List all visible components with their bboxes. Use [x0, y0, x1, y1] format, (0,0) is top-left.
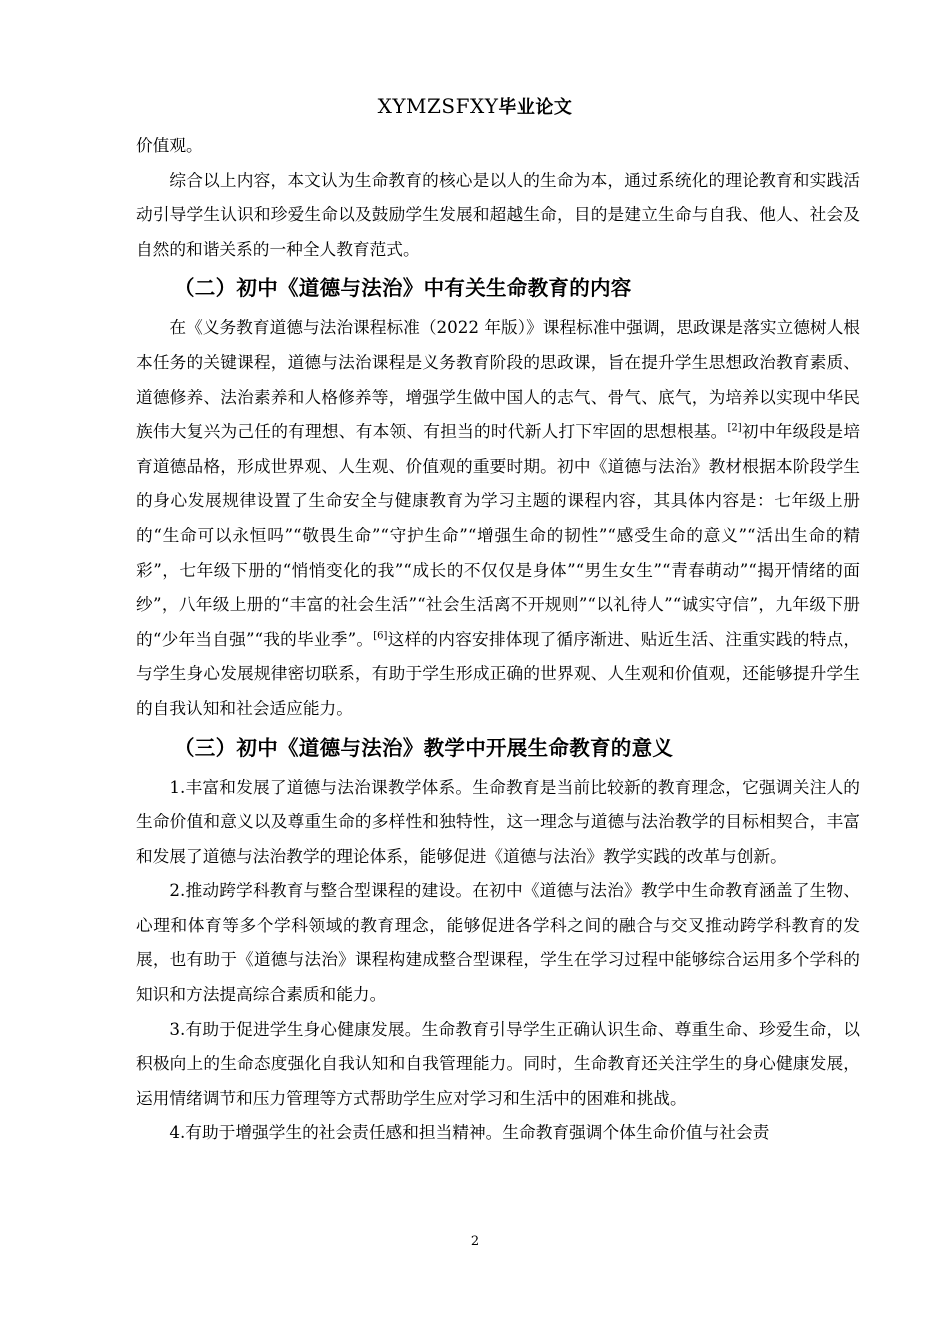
paragraph-curriculum-part-a: 在《义务教育道德与法治课程标准（2022 年版）》课程标准中强调，思政课是落实立德树人根本任务的关键课程，道德与法治课程是义务教育阶段的思政课，旨在提升学生思想政治教育素质、道德修养、法治素养和人格修养等，增强学生做中国人的志气、骨气、底气，为培养以实现中华民族伟大复兴为己任的有理想、有本领、有担当的时代新人打下牢固的思想根基。 [136, 317, 860, 442]
citation-2: [2] [727, 422, 742, 434]
page-header [0, 92, 950, 122]
citation-6: [6] [373, 630, 388, 642]
paragraph-curriculum-part-b: 初中年级段是培育道德品格，形成世界观、人生观、价值观的重要时期。初中《道德与法治》教材根据本阶段学生的身心发展规律设置了生命安全与健康教育为学习主题的课程内容，其具体内容是：七年级上册的“生命可以永恒吗”“敬畏生命”“守护生命”“增强生命的韧性”“感受生命的意义”“活出生命的精彩”，七年级下册的“悄悄变化的我”“成长的不仅仅是身体”“男生女生”“青春萌动”“揭开情绪的面纱”，八年级上册的“丰富的社会生活”“社会生活离不开规则”“以礼待人”“诚实守信”，九年级下册的“少年当自强”“我的毕业季”。 [136, 421, 861, 649]
page-number: 2 [470, 1234, 480, 1249]
section-heading-2: （二）初中《道德与法治》中有关生命教育的内容 [174, 276, 632, 301]
list-item-2: 2.推动跨学科教育与整合型课程的建设。在初中《道德与法治》教学中生命教育涵盖了生物、心理和体育等多个学科领域的教育理念，能够促进各学科之间的融合与交叉推动跨学科教育的发展，也有助于《道德与法治》课程构建成整合型课程，学生在学习过程中能够综合运用多个学科的知识和方法提高综合素质和能力。 [136, 880, 860, 1005]
header-prefix: XYMZSFXY [377, 94, 499, 118]
paragraph-summary: 综合以上内容，本文认为生命教育的核心是以人的生命为本，通过系统化的理论教育和实践活动引导学生认识和珍爱生命以及鼓励学生发展和超越生命，目的是建立生命与自我、他人、社会及自然的和谐关系的一种全人教育范式。 [136, 169, 860, 259]
section-heading-3: （三）初中《道德与法治》教学中开展生命教育的意义 [174, 735, 674, 760]
header-suffix: 毕业论文 [498, 97, 573, 118]
paragraph-curriculum [136, 310, 860, 725]
list-item-4: 4.有助于增强学生的社会责任感和担当精神。生命教育强调个体生命价值与社会责 [169, 1122, 770, 1143]
list-item-3: 3.有助于促进学生身心健康发展。生命教育引导学生正确认识生命、尊重生命、珍爱生命，以积极向上的生命态度强化自我认知和自我管理能力。同时，生命教育还关注学生的身心健康发展，运用情绪调节和压力管理等方式帮助学生应对学习和生活中的困难和挑战。 [136, 1018, 860, 1108]
document-body [136, 128, 860, 1150]
list-item-1: 1.丰富和发展了道德与法治课教学体系。生命教育是当前比较新的教育理念，它强调关注人的生命价值和意义以及尊重生命的多样性和独特性，这一理念与道德与法治教学的目标相契合，丰富和发展了道德与法治教学的理论体系，能够促进《道德与法治》教学实践的改革与创新。 [136, 776, 860, 866]
paragraph-curriculum-part-c: 这样的内容安排体现了循序渐进、贴近生活、注重实践的特点，与学生身心发展规律密切联系，有助于学生形成正确的世界观、人生观和价值观，还能够提升学生的自我认知和社会适应能力。 [136, 628, 861, 718]
paragraph-continuation: 价值观。 [136, 135, 203, 155]
